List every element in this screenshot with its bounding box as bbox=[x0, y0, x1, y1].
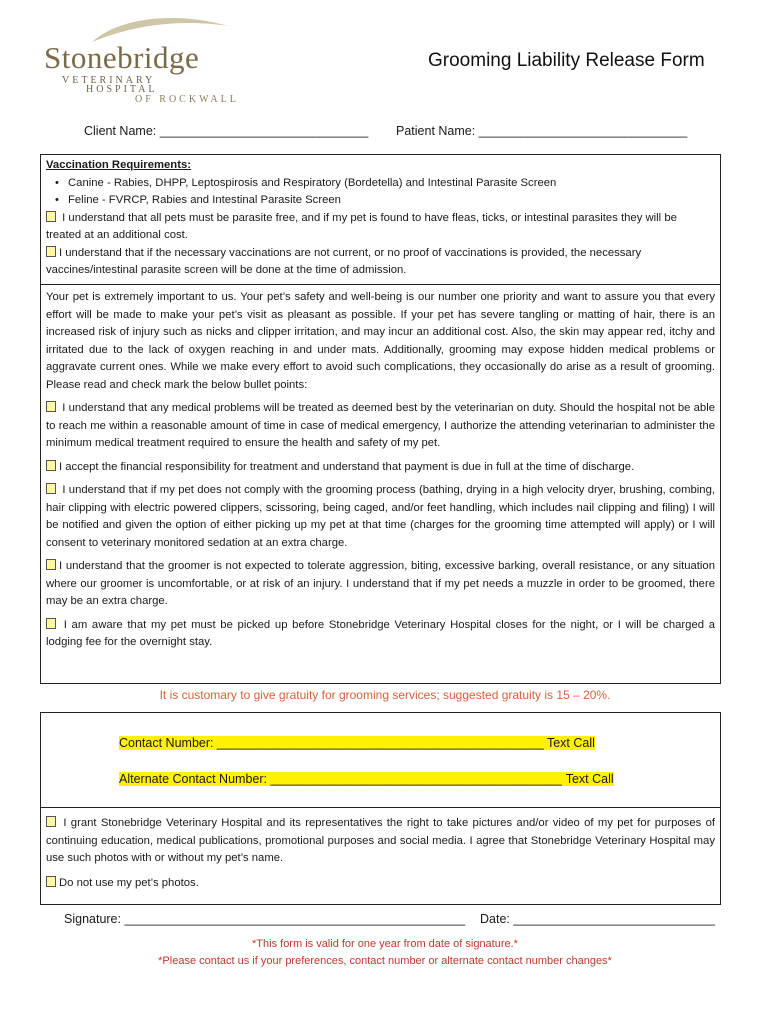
logo-line-3: OF ROCKWALL bbox=[135, 94, 239, 105]
canine-requirements: • Canine - Rabies, DHPP, Leptospirosis and Respiratory (Bordetella) and Intestinal Parasite Screen bbox=[46, 175, 715, 193]
intro-paragraph: Your pet is extremely important to us. Your pet’s safety and well-being is our number one priority and want to assure you that every effort will be made to make your pet’s visit as pleasant as possible. If your pet has severe tangling or matting of hair, there is an increased risk of injury such as nicks and clipper irritation, and may incur an additional cost. Also, the skin may appear red, itchy and irritated due to the lack of oxygen reaching in and under mats. Additionally, grooming may expose hidden medical problems or aggravate current ones. While we make every effort to avoid such complications, they occasionally do arise as a result of grooming. Please read and check mark the below bullet points: bbox=[46, 291, 715, 391]
page-title: Grooming Liability Release Form bbox=[428, 50, 705, 71]
photo-deny-checkbox[interactable] bbox=[46, 876, 56, 887]
vaccine-checkbox[interactable] bbox=[46, 246, 56, 257]
compliance-checkbox[interactable] bbox=[46, 483, 56, 494]
compliance-point: I understand that if my pet does not comply with the grooming process (bathing, drying in a high velocity dryer, brushing, combing, hair clipping with electric powered clippers, scissoring, being caged, and/or feet handling, which includes nail clipping and filing) I will be notified and given the option of either picking up my pet at that time (charges for the grooming time attempted will apply) or I will consent to veterinary monitored sedation at an extra charge. bbox=[46, 484, 715, 549]
contact-number-options[interactable]: Text Call bbox=[543, 736, 595, 750]
vaccination-heading: Vaccination Requirements: bbox=[46, 159, 192, 171]
vaccination-section bbox=[41, 155, 720, 285]
alternate-contact-options[interactable]: Text Call bbox=[562, 772, 614, 786]
terms-box bbox=[40, 154, 721, 684]
vaccine-acknowledgment: I understand that if the necessary vaccinations are not current, or no proof of vaccinations is provided, the necessary vaccines/intestinal parasite screen will be done at the time of admission. bbox=[46, 246, 642, 276]
update-note: *Please contact us if your preferences, contact number or alternate contact number changes* bbox=[158, 955, 612, 967]
validity-note: *This form is valid for one year from date of signature.* bbox=[252, 938, 518, 950]
medical-point: I understand that any medical problems will be treated as deemed best by the veterinarian on duty. Should the hospital not be able to reach me within a reasonable amount of time in case of medical emergency, I authorize the attending veterinarian to administer the minimum medical treatment required to ensure the health and safety of my pet. bbox=[46, 402, 715, 449]
logo-line-1: VETERINARY bbox=[62, 75, 156, 86]
logo-line-2: HOSPITAL bbox=[86, 84, 158, 95]
grooming-terms-section bbox=[41, 289, 720, 652]
alternate-contact-row bbox=[119, 771, 614, 789]
contact-box bbox=[40, 712, 721, 905]
photo-consent: I grant Stonebridge Veterinary Hospital and its representatives the right to take pictures and/or video of my pet for purposes of continuing education, medical publications, promotional purposes and social media. I agree that Stonebridge Veterinary Hospital may use such photos with or without my pet’s name. bbox=[46, 817, 715, 864]
signature-field[interactable]: Signature: _________________________________________________ bbox=[64, 912, 466, 926]
aggression-checkbox[interactable] bbox=[46, 559, 56, 570]
contact-number-row bbox=[119, 735, 595, 753]
photo-consent-checkbox[interactable] bbox=[46, 816, 56, 827]
photo-deny: Do not use my pet’s photos. bbox=[46, 875, 199, 893]
financial-checkbox[interactable] bbox=[46, 460, 56, 471]
aggression-point: I understand that the groomer is not expected to tolerate aggression, biting, excessive barking, overall resistance, or any situation where our groomer is uncomfortable, or at risk of an injury. I understand that if my pet needs a muzzle in order to be groomed, there may be an extra charge. bbox=[46, 560, 715, 607]
financial-point: I accept the financial responsibility for treatment and understand that payment is due in full at the time of discharge. bbox=[46, 459, 715, 477]
logo-name: Stonebridge bbox=[44, 40, 200, 75]
date-field[interactable]: Date: _____________________________ bbox=[480, 912, 715, 926]
pickup-checkbox[interactable] bbox=[46, 618, 56, 629]
contact-divider bbox=[41, 807, 720, 808]
alternate-contact-field[interactable]: Alternate Contact Number: __________________________________________ bbox=[119, 772, 563, 786]
contact-number-field[interactable]: Contact Number: _______________________________________________ bbox=[119, 736, 544, 750]
feline-requirements: • Feline - FVRCP, Rabies and Intestinal Parasite Screen bbox=[46, 192, 715, 210]
parasite-acknowledgment: I understand that all pets must be parasite free, and if my pet is found to have fleas, ticks, or intestinal parasites they will be treated at an additional cost. bbox=[46, 211, 677, 241]
medical-checkbox[interactable] bbox=[46, 401, 56, 412]
client-name-field[interactable]: Client Name: ______________________________ bbox=[84, 124, 369, 138]
gratuity-note: It is customary to give gratuity for grooming services; suggested gratuity is 15 – 20%. bbox=[159, 688, 611, 702]
patient-name-field[interactable]: Patient Name: ______________________________ bbox=[396, 124, 688, 138]
pickup-point: I am aware that my pet must be picked up before Stonebridge Veterinary Hospital closes for the night, or I will be charged a lodging fee for the overnight stay. bbox=[46, 618, 715, 648]
hospital-logo bbox=[40, 14, 240, 105]
parasite-checkbox[interactable] bbox=[46, 211, 56, 222]
